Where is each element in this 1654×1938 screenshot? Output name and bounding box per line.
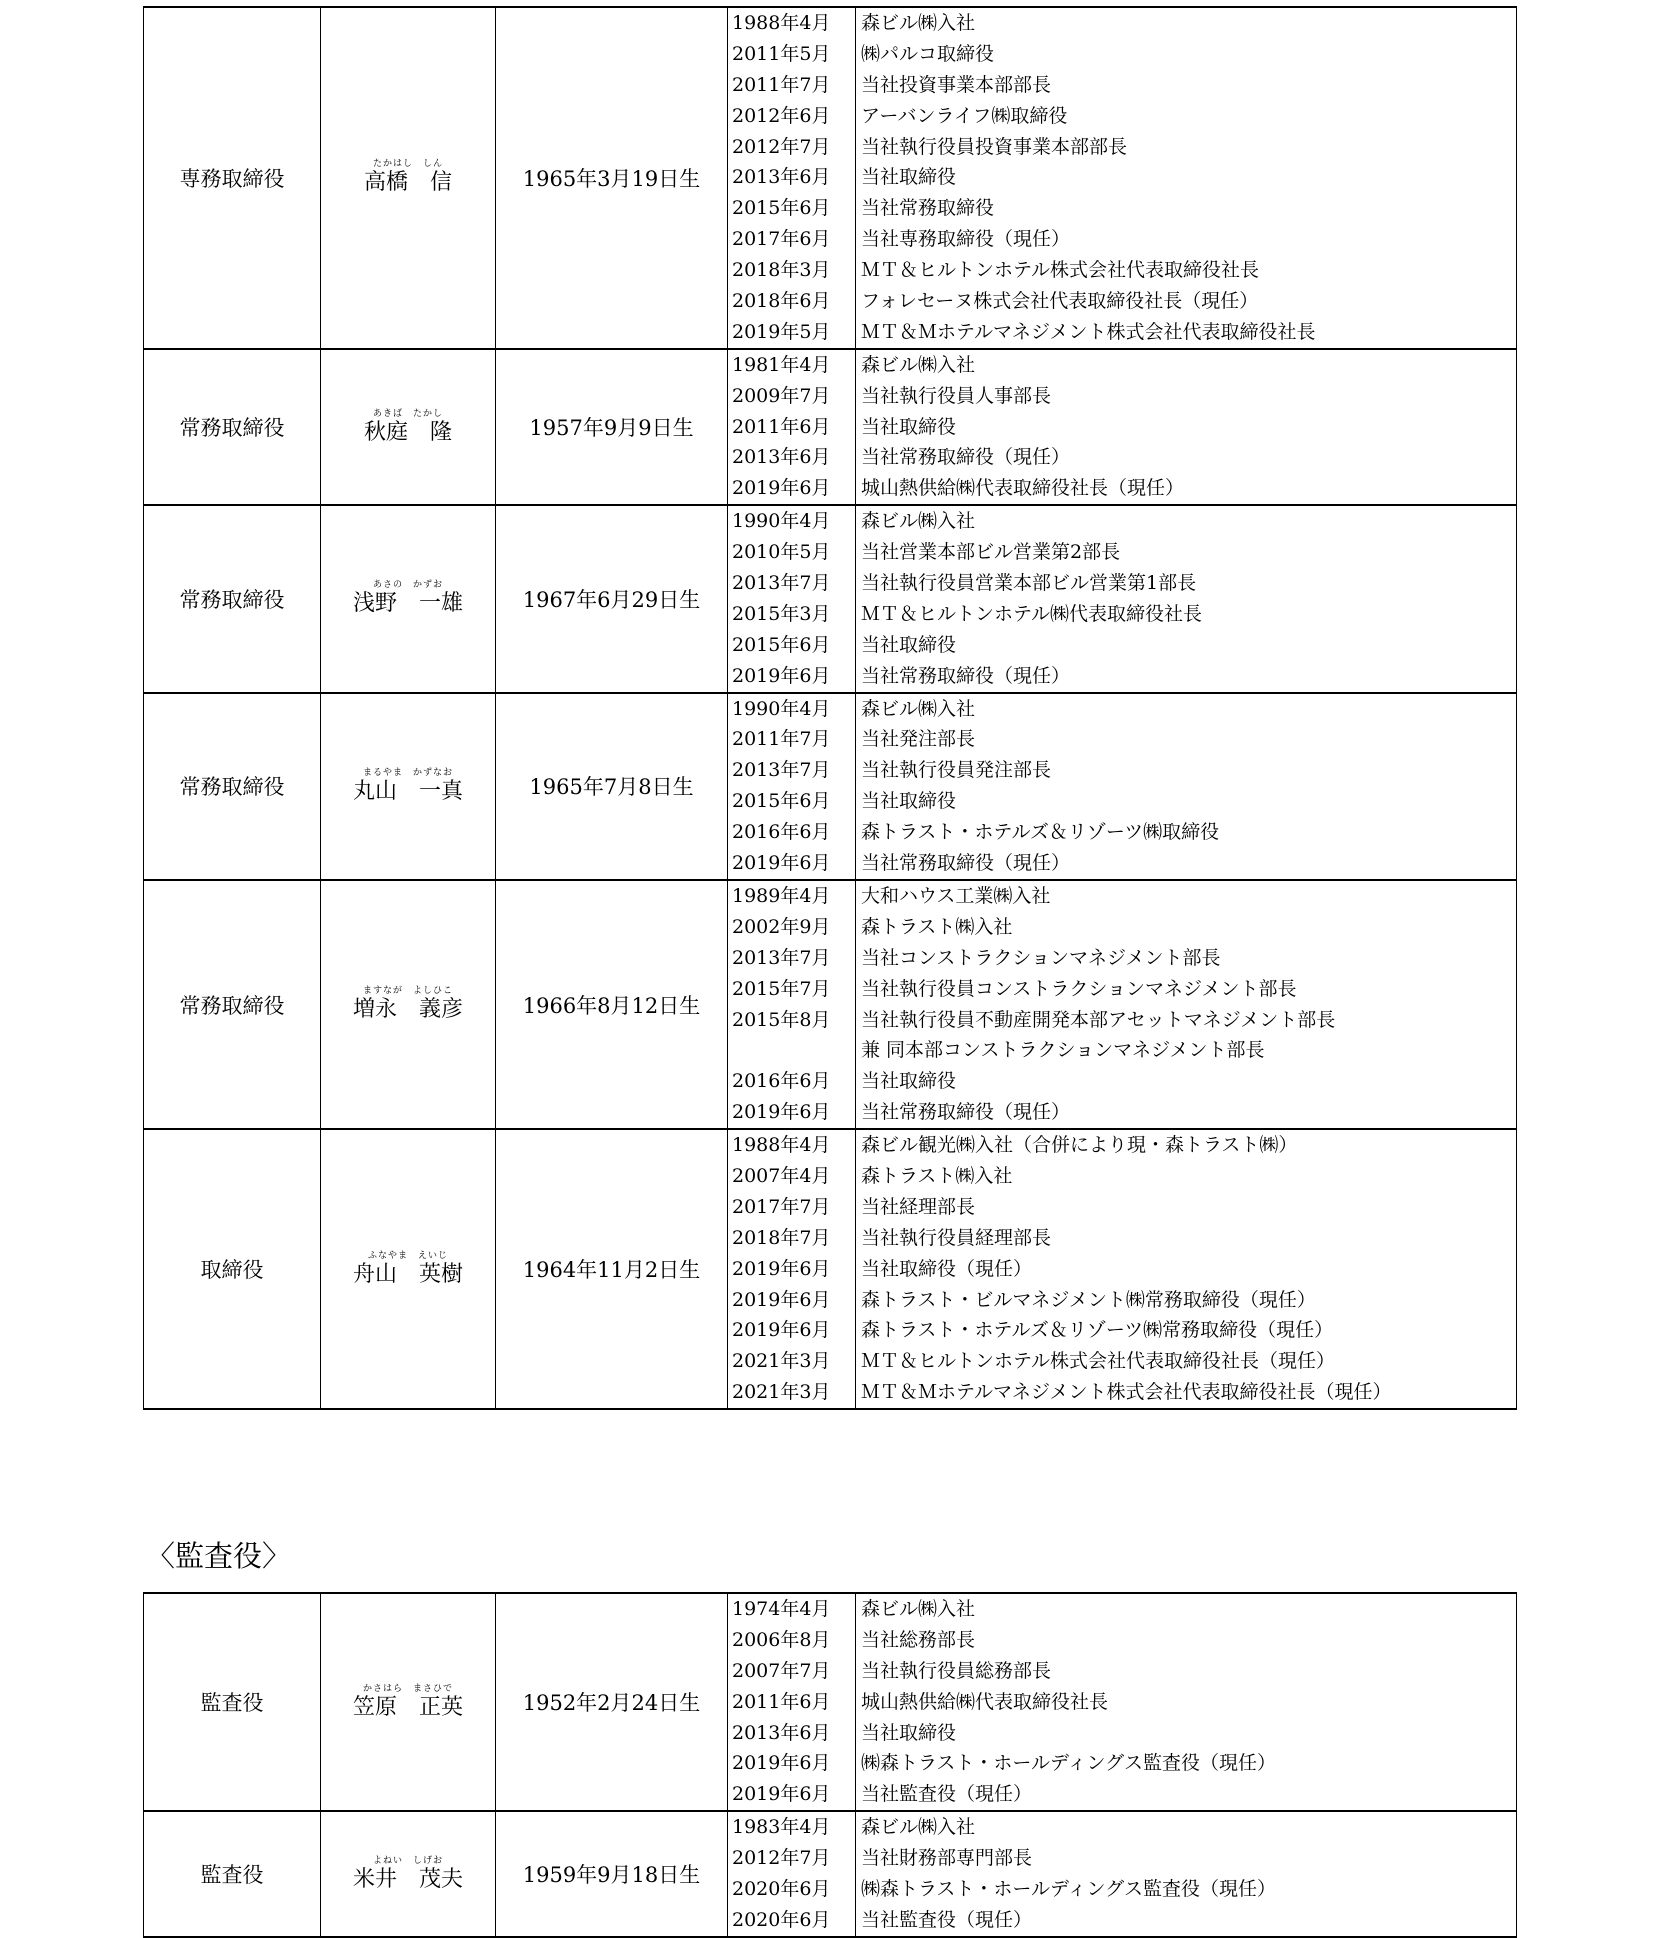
history-entry: 当社常務取締役（現任） (856, 661, 1517, 693)
history-date: 2012年6月 (728, 101, 856, 132)
history-entry: 当社発注部長 (856, 724, 1517, 755)
history-entry: ＭＴ＆ヒルトンホテル株式会社代表取締役社長 (856, 255, 1517, 286)
history-date: 2019年6月 (728, 848, 856, 880)
history-entry: 城山熱供給㈱代表取締役社長（現任） (856, 473, 1517, 505)
officer-group (144, 505, 1517, 692)
history-entry: 当社営業本部ビル営業第2部長 (856, 537, 1517, 568)
furigana: たかはし しん (372, 159, 443, 170)
history-entry: 当社執行役員人事部長 (856, 381, 1517, 412)
birth-date-cell: 1959年9月18日生 (496, 1811, 728, 1937)
history-entry: 森ビル㈱入社 (856, 1593, 1517, 1625)
history-entry: ＭＴ＆ヒルトンホテル㈱代表取締役社長 (856, 599, 1517, 630)
history-entry: 森ビル㈱入社 (856, 693, 1517, 725)
position-cell: 常務取締役 (144, 693, 321, 880)
name-cell (321, 880, 496, 1129)
history-date: 2020年6月 (728, 1905, 856, 1937)
history-entry: 当社経理部長 (856, 1192, 1517, 1223)
history-entry: 森トラスト・ホテルズ＆リゾーツ㈱取締役 (856, 817, 1517, 848)
history-entry: 当社常務取締役（現任） (856, 848, 1517, 880)
history-entry: ㈱パルコ取締役 (856, 39, 1517, 70)
history-date: 2016年6月 (728, 817, 856, 848)
directors-table (143, 6, 1517, 1410)
history-entry: 森ビル㈱入社 (856, 349, 1517, 381)
history-date: 1983年4月 (728, 1811, 856, 1843)
birth-date-cell: 1965年7月8日生 (496, 693, 728, 880)
history-entry: 森ビル㈱入社 (856, 7, 1517, 39)
history-date: 2019年6月 (728, 1254, 856, 1285)
history-date: 2019年5月 (728, 317, 856, 349)
history-date: 2007年4月 (728, 1161, 856, 1192)
history-entry: 森ビル観光㈱入社（合併により現・森トラスト㈱） (856, 1129, 1517, 1161)
history-entry: 当社執行役員総務部長 (856, 1656, 1517, 1687)
history-row (144, 505, 1517, 537)
history-date: 2015年6月 (728, 786, 856, 817)
history-date: 2010年5月 (728, 537, 856, 568)
officer-name: 米井 茂夫 (352, 1866, 463, 1892)
history-date: 2012年7月 (728, 1843, 856, 1874)
history-date: 1989年4月 (728, 880, 856, 912)
history-row (144, 7, 1517, 39)
history-entry: ㈱森トラスト・ホールディングス監査役（現任） (856, 1748, 1517, 1779)
history-date: 2019年6月 (728, 1779, 856, 1811)
history-entry: 当社取締役 (856, 786, 1517, 817)
furigana: ふなやま えいじ (367, 1250, 448, 1261)
officer-name: 舟山 英樹 (352, 1261, 463, 1287)
officer-group (144, 349, 1517, 505)
history-date: 1990年4月 (728, 693, 856, 725)
history-entry: ㈱森トラスト・ホールディングス監査役（現任） (856, 1874, 1517, 1905)
history-date: 2013年7月 (728, 943, 856, 974)
furigana: よねい しげお (372, 1855, 443, 1866)
history-date: 2015年8月 (728, 1005, 856, 1036)
history-date: 2013年6月 (728, 1718, 856, 1749)
birth-date-cell: 1966年8月12日生 (496, 880, 728, 1129)
history-entry: 森トラスト㈱入社 (856, 912, 1517, 943)
position-cell: 常務取締役 (144, 349, 321, 505)
history-date: 2017年7月 (728, 1192, 856, 1223)
history-entry: 当社執行役員営業本部ビル営業第1部長 (856, 568, 1517, 599)
history-date: 2015年6月 (728, 193, 856, 224)
officer-name: 丸山 一真 (352, 778, 463, 804)
history-date: 2015年7月 (728, 974, 856, 1005)
history-entry: 城山熱供給㈱代表取締役社長 (856, 1687, 1517, 1718)
position-cell: 常務取締役 (144, 505, 321, 692)
history-entry: 森トラスト・ホテルズ＆リゾーツ㈱常務取締役（現任） (856, 1315, 1517, 1346)
history-entry: 当社執行役員コンストラクションマネジメント部長 (856, 974, 1517, 1005)
history-date: 2019年6月 (728, 1315, 856, 1346)
history-row (144, 349, 1517, 381)
furigana: かさはら まさひで (362, 1683, 453, 1694)
history-entry: フォレセーヌ株式会社代表取締役社長（現任） (856, 286, 1517, 317)
name-cell (321, 1593, 496, 1811)
birth-date-cell: 1957年9月9日生 (496, 349, 728, 505)
history-date: 2019年6月 (728, 1748, 856, 1779)
history-date: 2011年7月 (728, 70, 856, 101)
history-date: 2019年6月 (728, 661, 856, 693)
furigana: あさの かずお (372, 580, 443, 591)
history-entry: 当社取締役 (856, 630, 1517, 661)
history-entry: 当社常務取締役（現任） (856, 442, 1517, 473)
history-date: 2019年6月 (728, 473, 856, 505)
history-date: 2002年9月 (728, 912, 856, 943)
history-entry: 当社取締役 (856, 1718, 1517, 1749)
history-entry: ＭＴ＆ヒルトンホテル株式会社代表取締役社長（現任） (856, 1346, 1517, 1377)
history-entry: 当社常務取締役 (856, 193, 1517, 224)
history-date: 2011年6月 (728, 1687, 856, 1718)
history-date: 2013年6月 (728, 442, 856, 473)
officer-group (144, 1129, 1517, 1409)
history-entry: 当社取締役 (856, 162, 1517, 193)
history-entry: 兼 同本部コンストラクションマネジメント部長 (856, 1035, 1517, 1066)
history-date: 2019年6月 (728, 1097, 856, 1129)
name-cell (321, 505, 496, 692)
history-entry: 当社監査役（現任） (856, 1779, 1517, 1811)
history-date: 2013年6月 (728, 162, 856, 193)
history-date: 2011年5月 (728, 39, 856, 70)
history-row (144, 1811, 1517, 1843)
officer-name: 高橋 信 (363, 170, 452, 196)
history-entry: 当社執行役員発注部長 (856, 755, 1517, 786)
history-entry: 当社執行役員投資事業本部部長 (856, 132, 1517, 163)
history-entry: 森トラスト㈱入社 (856, 1161, 1517, 1192)
history-entry: 大和ハウス工業㈱入社 (856, 880, 1517, 912)
history-row (144, 1593, 1517, 1625)
history-entry: 森ビル㈱入社 (856, 1811, 1517, 1843)
name-cell (321, 1129, 496, 1409)
history-date: 2017年6月 (728, 224, 856, 255)
position-cell: 監査役 (144, 1811, 321, 1937)
history-entry: 当社財務部専門部長 (856, 1843, 1517, 1874)
history-row (144, 880, 1517, 912)
history-entry: 当社総務部長 (856, 1625, 1517, 1656)
birth-date-cell: 1964年11月2日生 (496, 1129, 728, 1409)
history-date: 2018年6月 (728, 286, 856, 317)
birth-date-cell: 1967年6月29日生 (496, 505, 728, 692)
officer-group (144, 1593, 1517, 1811)
furigana: ますなが よしひこ (362, 986, 453, 996)
history-entry: 当社監査役（現任） (856, 1905, 1517, 1937)
name-cell (321, 349, 496, 505)
officer-group (144, 1811, 1517, 1937)
history-date: 1990年4月 (728, 505, 856, 537)
officer-group (144, 693, 1517, 880)
officer-name: 秋庭 隆 (363, 419, 452, 445)
history-entry: 当社取締役 (856, 412, 1517, 443)
history-date: 1988年4月 (728, 7, 856, 39)
history-date: 2021年3月 (728, 1346, 856, 1377)
position-cell: 取締役 (144, 1129, 321, 1409)
history-entry: 当社専務取締役（現任） (856, 224, 1517, 255)
history-date (728, 1035, 856, 1066)
history-date: 1981年4月 (728, 349, 856, 381)
history-date: 2020年6月 (728, 1874, 856, 1905)
position-cell: 常務取締役 (144, 880, 321, 1129)
officer-group (144, 880, 1517, 1129)
history-entry: アーバンライフ㈱取締役 (856, 101, 1517, 132)
history-entry: 当社取締役（現任） (856, 1254, 1517, 1285)
position-cell: 監査役 (144, 1593, 321, 1811)
birth-date-cell: 1952年2月24日生 (496, 1593, 728, 1811)
history-date: 2012年7月 (728, 132, 856, 163)
furigana: あきば たかし (372, 408, 443, 419)
name-cell (321, 7, 496, 349)
history-entry: 森トラスト・ビルマネジメント㈱常務取締役（現任） (856, 1285, 1517, 1316)
history-entry: ＭＴ＆Ｍホテルマネジメント株式会社代表取締役社長（現任） (856, 1377, 1517, 1409)
history-entry: 当社執行役員不動産開発本部アセットマネジメント部長 (856, 1005, 1517, 1036)
history-row (144, 693, 1517, 725)
officer-name: 増永 義彦 (352, 997, 463, 1022)
history-date: 2015年6月 (728, 630, 856, 661)
history-entry: 森ビル㈱入社 (856, 505, 1517, 537)
history-date: 2006年8月 (728, 1625, 856, 1656)
history-date: 1974年4月 (728, 1593, 856, 1625)
auditors-table (143, 1592, 1517, 1938)
history-date: 2009年7月 (728, 381, 856, 412)
history-entry: 当社執行役員経理部長 (856, 1223, 1517, 1254)
officer-name: 浅野 一雄 (352, 591, 463, 617)
name-cell (321, 1811, 496, 1937)
history-entry: ＭＴ＆Ｍホテルマネジメント株式会社代表取締役社長 (856, 317, 1517, 349)
history-date: 2013年7月 (728, 568, 856, 599)
history-date: 2018年3月 (728, 255, 856, 286)
history-date: 2016年6月 (728, 1066, 856, 1097)
history-date: 2015年3月 (728, 599, 856, 630)
history-date: 2011年7月 (728, 724, 856, 755)
officer-group (144, 7, 1517, 349)
history-date: 2011年6月 (728, 412, 856, 443)
history-date: 1988年4月 (728, 1129, 856, 1161)
auditors-section-label: 〈監査役〉 (146, 1539, 292, 1573)
name-cell (321, 693, 496, 880)
history-date: 2013年7月 (728, 755, 856, 786)
history-date: 2018年7月 (728, 1223, 856, 1254)
history-entry: 当社コンストラクションマネジメント部長 (856, 943, 1517, 974)
history-entry: 当社投資事業本部部長 (856, 70, 1517, 101)
furigana: まるやま かずなお (362, 767, 453, 778)
history-date: 2021年3月 (728, 1377, 856, 1409)
history-entry: 当社取締役 (856, 1066, 1517, 1097)
history-date: 2007年7月 (728, 1656, 856, 1687)
history-entry: 当社常務取締役（現任） (856, 1097, 1517, 1129)
birth-date-cell: 1965年3月19日生 (496, 7, 728, 349)
history-date: 2019年6月 (728, 1285, 856, 1316)
history-row (144, 1129, 1517, 1161)
officer-name: 笠原 正英 (352, 1694, 463, 1720)
position-cell: 専務取締役 (144, 7, 321, 349)
